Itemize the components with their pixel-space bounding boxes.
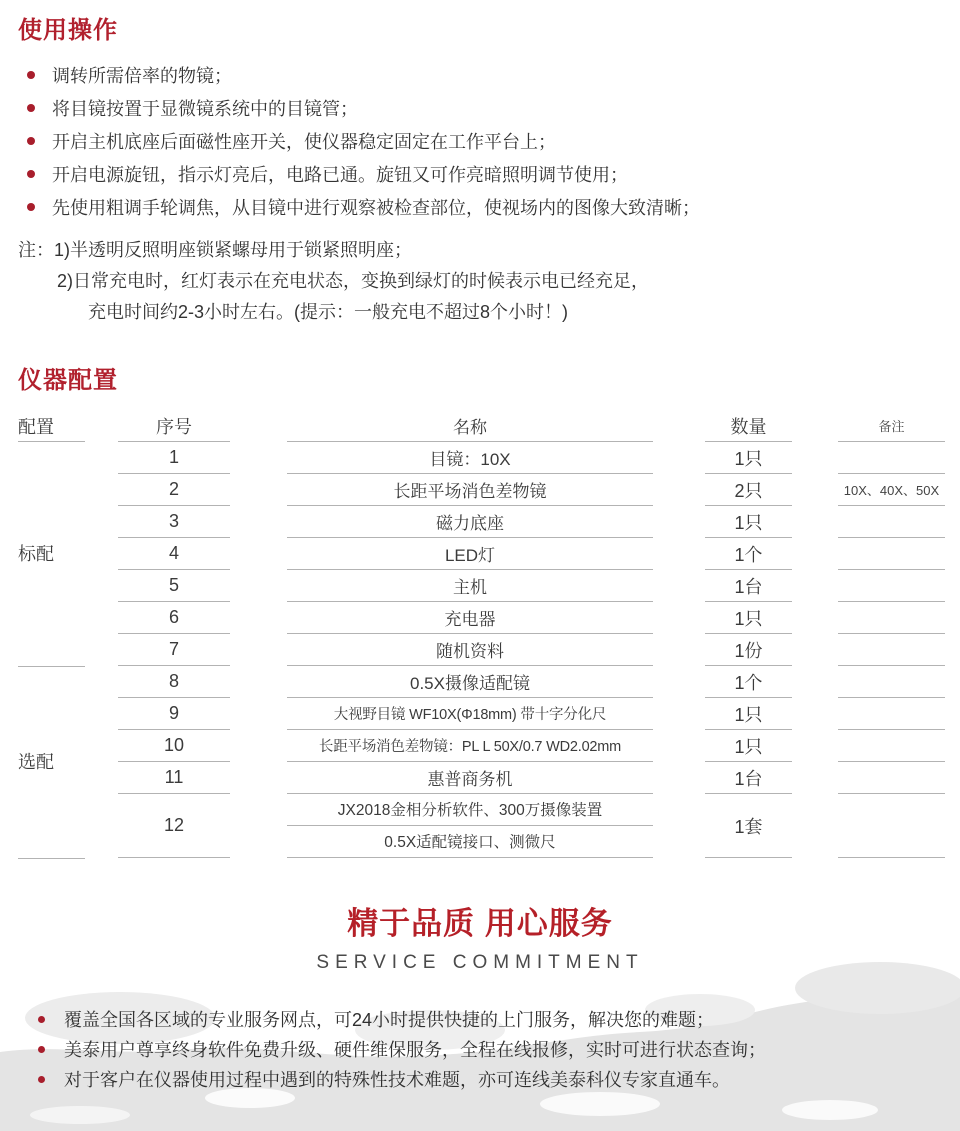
cell-no: 5 (118, 570, 230, 602)
table-row (0, 666, 960, 698)
cell-no: 1 (118, 442, 230, 474)
cell-remark (838, 762, 945, 794)
cell-qty: 1份 (705, 634, 792, 666)
cell-name: 目镜：10X (287, 442, 653, 474)
usage-bullet-text: 开启电源旋钮，指示灯亮后，电路已通。旋钮又可作亮暗照明调节使用； (52, 164, 628, 185)
list-item (0, 58, 960, 91)
table-row (0, 442, 960, 474)
table-row (0, 506, 960, 538)
header-remark: 备注 (838, 410, 945, 442)
cell-remark: 10X、40X、50X (838, 474, 945, 506)
list-item (0, 190, 960, 223)
header-no: 序号 (118, 410, 230, 442)
cell-remark (838, 634, 945, 666)
cell-remark (838, 570, 945, 602)
table-row (0, 602, 960, 634)
list-item (0, 1064, 960, 1094)
cell-qty: 1套 (705, 794, 792, 858)
cell-name-line2: 0.5X适配镜接口、测微尺 (384, 834, 556, 852)
cell-no: 10 (118, 730, 230, 762)
cell-no: 9 (118, 698, 230, 730)
cell-name: 长距平场消色差物镜 (287, 474, 653, 506)
cell-no: 3 (118, 506, 230, 538)
group-bottom-line (18, 858, 85, 859)
cell-remark (838, 538, 945, 570)
table-row (0, 570, 960, 602)
section-title-config: 仪器配置 (18, 367, 118, 394)
service-bullet-text: 美泰用户尊享终身软件免费升级、硬件维保服务，全程在线报修，实时可进行状态查询； (64, 1040, 766, 1060)
list-item (0, 1034, 960, 1064)
bullet-dot-icon (27, 170, 35, 178)
bullet-dot-icon (38, 1046, 45, 1053)
table-row (0, 730, 960, 762)
header-name: 名称 (287, 410, 653, 442)
list-item (0, 91, 960, 124)
cell-remark (838, 442, 945, 474)
cell-qty: 1台 (705, 570, 792, 602)
bullet-dot-icon (27, 71, 35, 79)
section-title-usage: 使用操作 (18, 17, 118, 44)
usage-bullet-text: 调转所需倍率的物镜； (52, 65, 232, 86)
cell-remark (838, 666, 945, 698)
cell-no: 7 (118, 634, 230, 666)
cell-remark (838, 698, 945, 730)
cell-remark (838, 730, 945, 762)
cell-qty: 1只 (705, 698, 792, 730)
notes-block (0, 235, 960, 328)
cell-no: 8 (118, 666, 230, 698)
service-bullet-text: 对于客户在仪器使用过程中遇到的特殊性技术难题，亦可连线美泰科仪专家直通车。 (64, 1070, 730, 1090)
cell-remark (838, 506, 945, 538)
cell-name (287, 794, 653, 858)
table-row (0, 538, 960, 570)
bullet-dot-icon (27, 137, 35, 145)
table-row (0, 474, 960, 506)
note-line: 2)日常充电时，红灯表示在充电状态，变换到绿灯的时候表示电已经充足， (57, 271, 650, 291)
cell-name: 充电器 (287, 602, 653, 634)
cell-no: 4 (118, 538, 230, 570)
table-row (0, 698, 960, 730)
bullet-dot-icon (27, 104, 35, 112)
cell-no: 2 (118, 474, 230, 506)
group-label-optional: 选配 (18, 752, 54, 772)
usage-bullet-text: 先使用粗调手轮调焦，从目镜中进行观察被检查部位，使视场内的图像大致清晰； (52, 197, 700, 218)
list-item (0, 124, 960, 157)
cell-qty: 1个 (705, 538, 792, 570)
cell-no: 12 (118, 794, 230, 858)
cell-qty: 1只 (705, 506, 792, 538)
cell-qty: 1只 (705, 602, 792, 634)
header-qty: 数量 (705, 410, 792, 442)
table-header-row (0, 410, 960, 442)
note-line: 注：1)半透明反照明座锁紧螺母用于锁紧照明座； (18, 240, 413, 260)
cell-qty: 1只 (705, 442, 792, 474)
cell-name-line1: JX2018金相分析软件、300万摄像装置 (287, 794, 653, 826)
header-config: 配置 (18, 410, 85, 442)
bullet-dot-icon (38, 1076, 45, 1083)
table-row (0, 762, 960, 794)
footer-section (0, 960, 960, 1131)
group-label-standard: 标配 (18, 544, 54, 564)
table-row (0, 634, 960, 666)
note-line: 充电时间约2-3小时左右。(提示：一般充电不超过8个小时！) (88, 302, 569, 322)
cell-remark (838, 602, 945, 634)
usage-bullet-list (0, 58, 960, 223)
cell-qty: 1只 (705, 730, 792, 762)
cell-name: 磁力底座 (287, 506, 653, 538)
table-body (0, 442, 960, 858)
cell-qty: 1台 (705, 762, 792, 794)
group-divider-line (18, 666, 85, 667)
usage-bullet-text: 将目镜按置于显微镜系统中的目镜管； (52, 98, 358, 119)
table-row (0, 794, 960, 858)
cell-name: 0.5X摄像适配镜 (287, 666, 653, 698)
list-item (0, 157, 960, 190)
cell-no: 6 (118, 602, 230, 634)
cell-name: 长距平场消色差物镜：PL L 50X/0.7 WD2.02mm (287, 730, 653, 762)
usage-bullet-text: 开启主机底座后面磁性座开关，使仪器稳定固定在工作平台上； (52, 131, 556, 152)
cell-name: LED灯 (287, 538, 653, 570)
bullet-dot-icon (38, 1016, 45, 1023)
service-bullet-list (0, 960, 960, 1094)
cell-qty: 1个 (705, 666, 792, 698)
list-item (0, 1004, 960, 1034)
slogan-chinese: 精于品质 用心服务 (347, 906, 613, 941)
cell-name: 大视野目镜 WF10X(Φ18mm) 带十字分化尺 (287, 698, 653, 730)
cell-no: 11 (118, 762, 230, 794)
service-bullet-text: 覆盖全国各区域的专业服务网点，可24小时提供快捷的上门服务，解决您的难题； (64, 1010, 715, 1030)
cell-name: 随机资料 (287, 634, 653, 666)
cell-name: 惠普商务机 (287, 762, 653, 794)
slogan-english: SERVICE COMMITMENT (316, 952, 644, 973)
cell-qty: 2只 (705, 474, 792, 506)
bullet-dot-icon (27, 203, 35, 211)
cell-remark (838, 794, 945, 858)
cell-name: 主机 (287, 570, 653, 602)
config-table (0, 410, 960, 858)
